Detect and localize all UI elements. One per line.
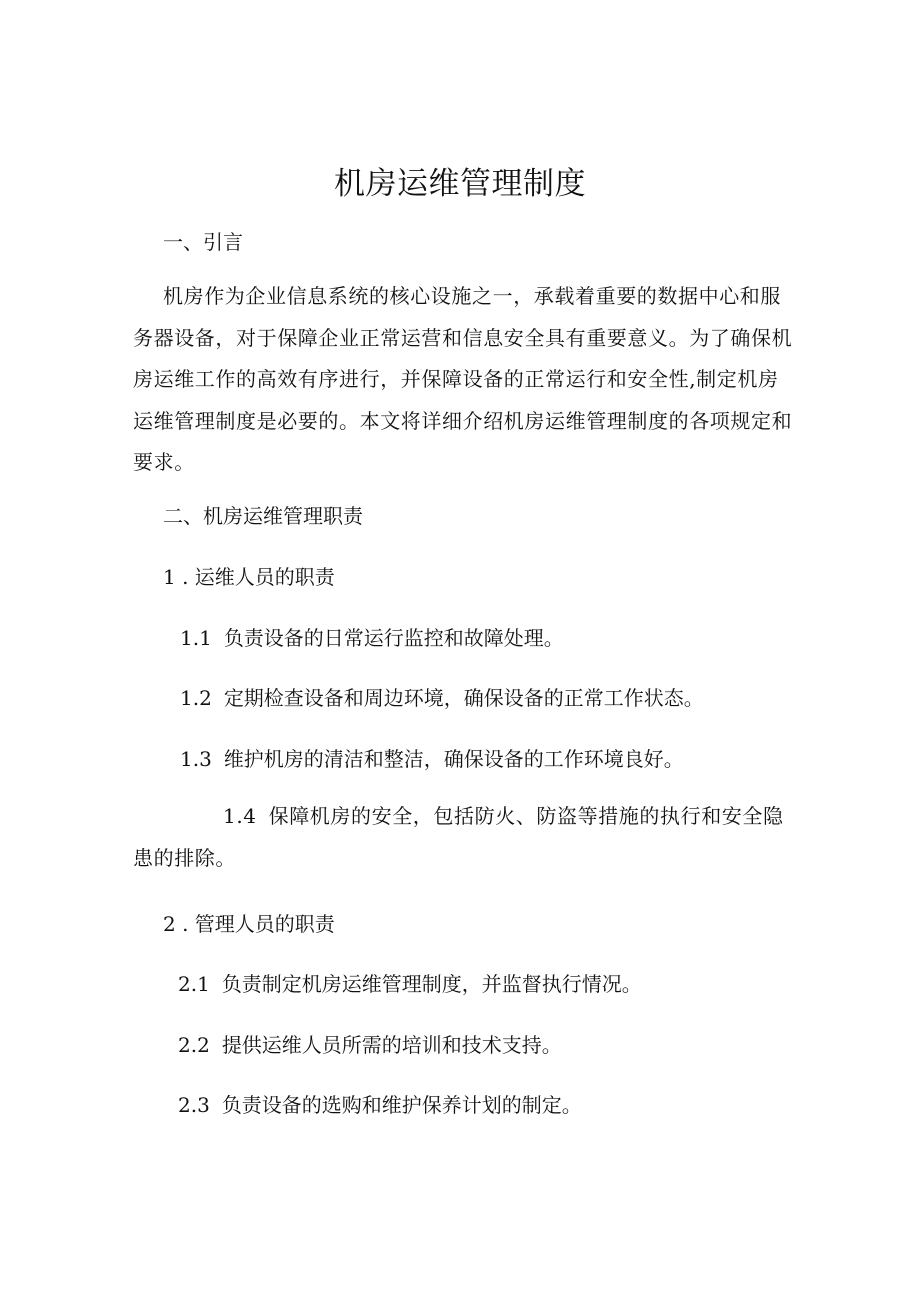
item-number: 2.1 <box>178 972 210 996</box>
item-number: 2.2 <box>178 1033 210 1057</box>
item-number: 1.2 <box>180 686 212 710</box>
list-item-2-2 <box>178 1031 562 1059</box>
item-text: 负责设备的日常运行监控和故障处理。 <box>223 626 564 650</box>
item-text: 提供运维人员所需的培训和技术支持。 <box>221 1033 562 1057</box>
item-number: 2.3 <box>178 1093 210 1117</box>
item-text: 维护机房的清洁和整洁，确保设备的工作环境良好。 <box>223 747 684 771</box>
item-number: 1.1 <box>180 626 212 650</box>
list-item-2-3 <box>178 1091 582 1119</box>
item-number: 1.4 <box>223 804 257 828</box>
list-item-1-2 <box>180 684 704 712</box>
subsection-heading-managers: 2 . 管理人员的职责 <box>163 912 335 936</box>
section-heading-duties: 二、机房运维管理职责 <box>163 504 363 528</box>
intro-paragraph: 机房作为企业信息系统的核心设施之一，承载着重要的数据中心和服务器设备，对于保障企业正常运营和信息安全具有重要意义。为了确保机房运维工作的高效有序进行，并保障设备的正常运行和安全性,制定机房运维管理制度是必要的。本文将详细介绍机房运维管理制度的各项规定和要求。 <box>133 284 793 474</box>
document-title: 机房运维管理制度 <box>334 166 586 202</box>
item-number: 1.3 <box>180 747 212 771</box>
item-text: 定期检查设备和周边环境，确保设备的正常工作状态。 <box>223 686 704 710</box>
subsection-heading-ops-staff: 1 . 运维人员的职责 <box>163 565 335 589</box>
item-text: 保障机房的安全，包括防火、防盗等措施的执行和安全隐患的排除。 <box>133 804 784 870</box>
item-text: 负责设备的选购和维护保养计划的制定。 <box>221 1093 582 1117</box>
item-text: 负责制定机房运维管理制度，并监督执行情况。 <box>221 972 642 996</box>
section-heading-intro: 一、引言 <box>163 230 243 254</box>
list-item-1-1 <box>180 624 564 652</box>
list-item-2-1 <box>178 970 642 998</box>
list-item-1-4 <box>133 796 793 879</box>
list-item-1-3 <box>180 745 684 773</box>
